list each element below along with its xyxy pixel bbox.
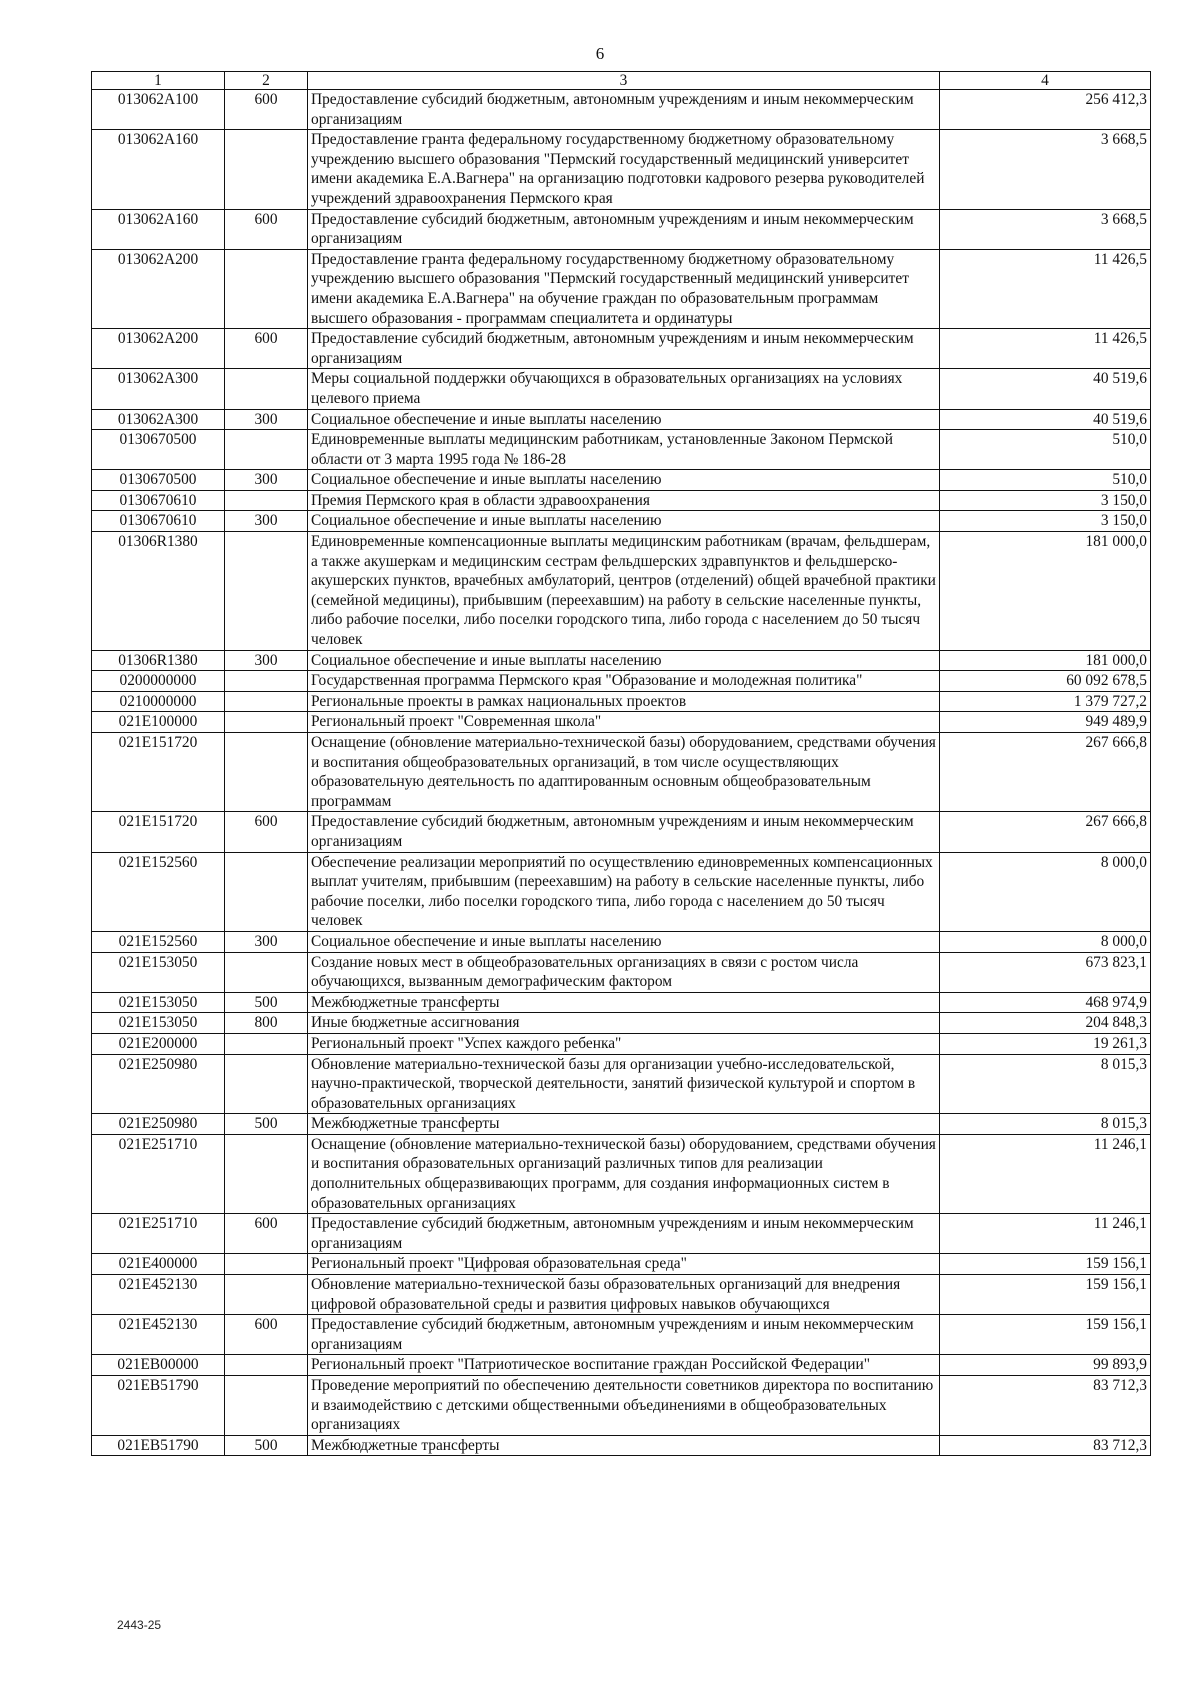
- budget-code-cell: 021E251710: [92, 1134, 225, 1213]
- amount-cell: 19 261,3: [940, 1033, 1151, 1054]
- table-row: [92, 1254, 1151, 1275]
- expense-type-cell: [225, 130, 308, 209]
- amount-cell: 8 015,3: [940, 1054, 1151, 1114]
- table-row: [92, 852, 1151, 931]
- table-row: [92, 511, 1151, 532]
- expense-type-cell: [225, 1376, 308, 1436]
- table-row: [92, 712, 1151, 733]
- budget-code-cell: 0130670500: [92, 470, 225, 491]
- description-cell: Обеспечение реализации мероприятий по осуществлению единовременных компенсационных выплат учителям, прибывшим (переехавшим) на работу в сельские населенные пункты, либо рабочие поселки, либо поселки городского типа, либо города с населением до 50 тысяч человек: [308, 852, 940, 931]
- description-cell: Государственная программа Пермского края "Образование и молодежная политика": [308, 671, 940, 692]
- table-row: [92, 90, 1151, 130]
- description-cell: Региональный проект "Успех каждого ребенка": [308, 1033, 940, 1054]
- description-cell: Социальное обеспечение и иные выплаты населению: [308, 470, 940, 491]
- description-cell: Создание новых мест в общеобразовательных организациях в связи с ростом числа обучающихся, вызванным демографическим фактором: [308, 952, 940, 992]
- expense-type-cell: 300: [225, 511, 308, 532]
- amount-cell: 204 848,3: [940, 1013, 1151, 1034]
- budget-code-cell: 0210000000: [92, 691, 225, 712]
- expense-type-cell: 600: [225, 329, 308, 369]
- table-header-row: [92, 72, 1151, 90]
- table-row: [92, 650, 1151, 671]
- description-cell: Региональный проект "Патриотическое воспитание граждан Российской Федерации": [308, 1355, 940, 1376]
- expense-type-cell: [225, 1254, 308, 1275]
- description-cell: Социальное обеспечение и иные выплаты населению: [308, 650, 940, 671]
- amount-cell: 159 156,1: [940, 1254, 1151, 1275]
- budget-code-cell: 021E100000: [92, 712, 225, 733]
- budget-code-cell: 0130670500: [92, 430, 225, 470]
- expense-type-cell: [225, 1275, 308, 1315]
- amount-cell: 40 519,6: [940, 369, 1151, 409]
- budget-code-cell: 021EВ00000: [92, 1355, 225, 1376]
- table-row: [92, 130, 1151, 209]
- table-row: [92, 1114, 1151, 1135]
- expense-type-cell: 800: [225, 1013, 308, 1034]
- column-header-1: 1: [92, 72, 225, 90]
- expense-type-cell: 600: [225, 1315, 308, 1355]
- table-row: [92, 249, 1151, 328]
- budget-code-cell: 021EВ51790: [92, 1435, 225, 1456]
- description-cell: Оснащение (обновление материально-технической базы) оборудованием, средствами обучения и воспитания образовательных организаций различных типов для реализации дополнительных общеразвивающих программ, для создания информационных систем в образовательных организациях: [308, 1134, 940, 1213]
- amount-cell: 3 668,5: [940, 209, 1151, 249]
- expense-type-cell: [225, 1134, 308, 1213]
- budget-code-cell: 021E400000: [92, 1254, 225, 1275]
- expense-type-cell: 500: [225, 1114, 308, 1135]
- description-cell: Межбюджетные трансферты: [308, 1435, 940, 1456]
- document-id: 2443-25: [117, 1618, 162, 1632]
- expense-type-cell: [225, 712, 308, 733]
- amount-cell: 510,0: [940, 470, 1151, 491]
- budget-code-cell: 021E152560: [92, 852, 225, 931]
- budget-code-cell: 013062А160: [92, 209, 225, 249]
- amount-cell: 3 668,5: [940, 130, 1151, 209]
- table-row: [92, 1435, 1151, 1456]
- table-body: [92, 90, 1151, 1456]
- budget-code-cell: 013062А200: [92, 249, 225, 328]
- table-row: [92, 1376, 1151, 1436]
- amount-cell: 181 000,0: [940, 650, 1151, 671]
- table-row: [92, 1013, 1151, 1034]
- description-cell: Предоставление гранта федеральному государственному бюджетному образовательному учреждению высшего образования "Пермский государственный медицинский университет имени академика Е.А.Вагнера" на организацию подготовки кадрового резерва руководителей учреждений здравоохранения Пермского края: [308, 130, 940, 209]
- budget-code-cell: 021E251710: [92, 1214, 225, 1254]
- expense-type-cell: 300: [225, 409, 308, 430]
- amount-cell: 11 426,5: [940, 249, 1151, 328]
- table-row: [92, 1275, 1151, 1315]
- description-cell: Межбюджетные трансферты: [308, 992, 940, 1013]
- expense-type-cell: 300: [225, 470, 308, 491]
- description-cell: Оснащение (обновление материально-технической базы) оборудованием, средствами обучения и воспитания общеобразовательных организаций, в том числе осуществляющих образовательную деятельность по адаптированным основным общеобразовательным программам: [308, 733, 940, 812]
- description-cell: Иные бюджетные ассигнования: [308, 1013, 940, 1034]
- table-row: [92, 532, 1151, 651]
- amount-cell: 673 823,1: [940, 952, 1151, 992]
- description-cell: Социальное обеспечение и иные выплаты населению: [308, 511, 940, 532]
- budget-code-cell: 013062А300: [92, 409, 225, 430]
- expense-type-cell: [225, 1355, 308, 1376]
- description-cell: Предоставление субсидий бюджетным, автономным учреждениям и иным некоммерческим организациям: [308, 329, 940, 369]
- budget-code-cell: 021E452130: [92, 1315, 225, 1355]
- table-row: [92, 952, 1151, 992]
- description-cell: Проведение мероприятий по обеспечению деятельности советников директора по воспитанию и взаимодействию с детскими общественными объединениями в общеобразовательных организациях: [308, 1376, 940, 1436]
- budget-code-cell: 021E250980: [92, 1114, 225, 1135]
- table-row: [92, 733, 1151, 812]
- budget-code-cell: 013062А200: [92, 329, 225, 369]
- table-row: [92, 812, 1151, 852]
- expense-type-cell: [225, 1054, 308, 1114]
- amount-cell: 468 974,9: [940, 992, 1151, 1013]
- amount-cell: 8 000,0: [940, 852, 1151, 931]
- amount-cell: 949 489,9: [940, 712, 1151, 733]
- amount-cell: 40 519,6: [940, 409, 1151, 430]
- table-row: [92, 409, 1151, 430]
- expense-type-cell: 600: [225, 209, 308, 249]
- amount-cell: 8 000,0: [940, 931, 1151, 952]
- column-header-4: 4: [940, 72, 1151, 90]
- expense-type-cell: 600: [225, 1214, 308, 1254]
- amount-cell: 99 893,9: [940, 1355, 1151, 1376]
- description-cell: Предоставление субсидий бюджетным, автономным учреждениям и иным некоммерческим организациям: [308, 209, 940, 249]
- description-cell: Единовременные выплаты медицинским работникам, установленные Законом Пермской области от 3 марта 1995 года № 186-28: [308, 430, 940, 470]
- table-row: [92, 430, 1151, 470]
- budget-code-cell: 021E153050: [92, 1013, 225, 1034]
- table-row: [92, 671, 1151, 692]
- table-row: [92, 691, 1151, 712]
- table-row: [92, 329, 1151, 369]
- description-cell: Межбюджетные трансферты: [308, 1114, 940, 1135]
- description-cell: Региональный проект "Цифровая образовательная среда": [308, 1254, 940, 1275]
- expense-type-cell: 600: [225, 812, 308, 852]
- budget-code-cell: 021E250980: [92, 1054, 225, 1114]
- description-cell: Предоставление субсидий бюджетным, автономным учреждениям и иным некоммерческим организациям: [308, 812, 940, 852]
- amount-cell: 83 712,3: [940, 1435, 1151, 1456]
- description-cell: Предоставление субсидий бюджетным, автономным учреждениям и иным некоммерческим организациям: [308, 1315, 940, 1355]
- budget-code-cell: 021E452130: [92, 1275, 225, 1315]
- budget-table: [91, 71, 1151, 1456]
- table-row: [92, 490, 1151, 511]
- description-cell: Предоставление гранта федеральному государственному бюджетному образовательному учреждению высшего образования "Пермский государственный медицинский университет имени академика Е.А.Вагнера" на обучение граждан по образовательным программам высшего образования - программам специалитета и ординатуры: [308, 249, 940, 328]
- budget-code-cell: 0200000000: [92, 671, 225, 692]
- description-cell: Региональные проекты в рамках национальных проектов: [308, 691, 940, 712]
- description-cell: Премия Пермского края в области здравоохранения: [308, 490, 940, 511]
- amount-cell: 181 000,0: [940, 532, 1151, 651]
- budget-code-cell: 0130670610: [92, 511, 225, 532]
- budget-code-cell: 021E151720: [92, 733, 225, 812]
- table-row: [92, 369, 1151, 409]
- amount-cell: 11 246,1: [940, 1214, 1151, 1254]
- description-cell: Региональный проект "Современная школа": [308, 712, 940, 733]
- description-cell: Социальное обеспечение и иные выплаты населению: [308, 931, 940, 952]
- amount-cell: 83 712,3: [940, 1376, 1151, 1436]
- amount-cell: 60 092 678,5: [940, 671, 1151, 692]
- budget-code-cell: 021E151720: [92, 812, 225, 852]
- table-row: [92, 1033, 1151, 1054]
- description-cell: Единовременные компенсационные выплаты медицинским работникам (врачам, фельдшерам, а также акушеркам и медицинским сестрам фельдшерских здравпунктов и фельдшерско-акушерских пунктов, врачебных амбулаторий, центров (отделений) общей врачебной практики (семейной медицины), прибывшим (переехавшим) на работу в сельские населенные пункты, либо рабочие поселки, либо поселки городского типа, либо города с населением до 50 тысяч человек: [308, 532, 940, 651]
- description-cell: Обновление материально-технической базы образовательных организаций для внедрения цифровой образовательной среды и развития цифровых навыков обучающихся: [308, 1275, 940, 1315]
- column-header-2: 2: [225, 72, 308, 90]
- amount-cell: 159 156,1: [940, 1315, 1151, 1355]
- amount-cell: 1 379 727,2: [940, 691, 1151, 712]
- budget-code-cell: 021E152560: [92, 931, 225, 952]
- expense-type-cell: [225, 249, 308, 328]
- expense-type-cell: [225, 733, 308, 812]
- table-row: [92, 209, 1151, 249]
- budget-code-cell: 0130670610: [92, 490, 225, 511]
- budget-code-cell: 01306R1380: [92, 650, 225, 671]
- amount-cell: 267 666,8: [940, 812, 1151, 852]
- amount-cell: 256 412,3: [940, 90, 1151, 130]
- table-row: [92, 1355, 1151, 1376]
- column-header-3: 3: [308, 72, 940, 90]
- amount-cell: 3 150,0: [940, 511, 1151, 532]
- budget-code-cell: 013062А100: [92, 90, 225, 130]
- amount-cell: 11 426,5: [940, 329, 1151, 369]
- page-number: 6: [595, 44, 605, 63]
- budget-code-cell: 01306R1380: [92, 532, 225, 651]
- budget-code-cell: 021E153050: [92, 992, 225, 1013]
- expense-type-cell: [225, 1033, 308, 1054]
- table-row: [92, 1134, 1151, 1213]
- budget-code-cell: 021EВ51790: [92, 1376, 225, 1436]
- budget-code-cell: 021E200000: [92, 1033, 225, 1054]
- budget-code-cell: 013062А160: [92, 130, 225, 209]
- description-cell: Обновление материально-технической базы для организации учебно-исследовательской, научно-практической, творческой деятельности, занятий физической культурой и спортом в образовательных организациях: [308, 1054, 940, 1114]
- table-row: [92, 1315, 1151, 1355]
- amount-cell: 510,0: [940, 430, 1151, 470]
- table-row: [92, 1054, 1151, 1114]
- expense-type-cell: [225, 430, 308, 470]
- budget-code-cell: 013062А300: [92, 369, 225, 409]
- expense-type-cell: [225, 691, 308, 712]
- expense-type-cell: 300: [225, 931, 308, 952]
- amount-cell: 11 246,1: [940, 1134, 1151, 1213]
- expense-type-cell: [225, 490, 308, 511]
- table-row: [92, 1214, 1151, 1254]
- expense-type-cell: [225, 369, 308, 409]
- expense-type-cell: [225, 671, 308, 692]
- expense-type-cell: 500: [225, 992, 308, 1013]
- expense-type-cell: [225, 952, 308, 992]
- amount-cell: 267 666,8: [940, 733, 1151, 812]
- description-cell: Социальное обеспечение и иные выплаты населению: [308, 409, 940, 430]
- expense-type-cell: [225, 852, 308, 931]
- description-cell: Предоставление субсидий бюджетным, автономным учреждениям и иным некоммерческим организациям: [308, 90, 940, 130]
- amount-cell: 159 156,1: [940, 1275, 1151, 1315]
- expense-type-cell: 500: [225, 1435, 308, 1456]
- table-row: [92, 931, 1151, 952]
- amount-cell: 8 015,3: [940, 1114, 1151, 1135]
- expense-type-cell: [225, 532, 308, 651]
- table-row: [92, 470, 1151, 491]
- description-cell: Предоставление субсидий бюджетным, автономным учреждениям и иным некоммерческим организациям: [308, 1214, 940, 1254]
- amount-cell: 3 150,0: [940, 490, 1151, 511]
- table-row: [92, 992, 1151, 1013]
- budget-code-cell: 021E153050: [92, 952, 225, 992]
- expense-type-cell: 300: [225, 650, 308, 671]
- description-cell: Меры социальной поддержки обучающихся в образовательных организациях на условиях целевого приема: [308, 369, 940, 409]
- expense-type-cell: 600: [225, 90, 308, 130]
